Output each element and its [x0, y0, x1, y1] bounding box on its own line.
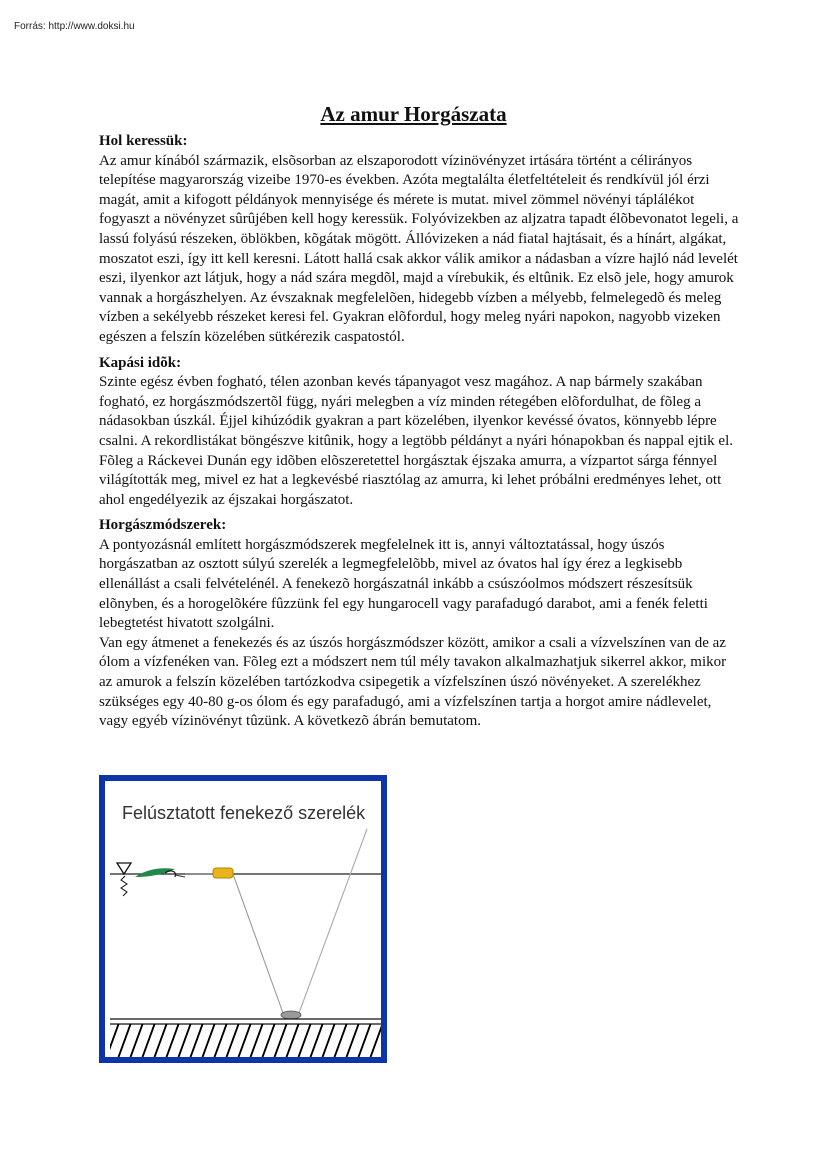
- section-heading: Hol keressük:: [99, 133, 188, 149]
- diagram-caption: Felúsztatott fenekező szerelék: [122, 803, 366, 823]
- section-kapasi-idok: [99, 354, 739, 511]
- page-title: Az amur Horgászata: [320, 102, 507, 126]
- section-paragraph: Szinte egész évben fogható, télen azonban kevés tápanyagot vesz magához. A nap bármely szakában fogható, ez horgászmódszertõl függ, nyári melegben a víz minden rétegében elõfordulhat, de fõleg a nádasokban úszkál. Éjjel kihúzódik gyakran a part közelében, ilyenkor kevéssé óvatos, könnyebb lépre csalni. A rekordlistákat böngészve kitûnik, hogy a legtöbb példányt a nyári hónapokban és nappal ejtik el. Fõleg a Ráckevei Dunán egy idõben elõszeretettel horgásztak éjszaka amurra, a vízpartot sárga fénnyel világították meg, mivel ez hat a legkevésbé riasztólag az amurra, ki lehet próbálni eredményes lehet, ott ahol engedélyezik az éjszakai horgászatot.: [99, 374, 734, 508]
- sinker-icon: [281, 1011, 301, 1019]
- section-paragraph: Az amur kínából származik, elsõsorban az elszaporodott vízinövényzet irtására történt a célirányos telepítése magyarország vizeibe 1970-es években. Azóta megtalálta életfeltételeit és rendkívül jól érzi magát, amit a kifogott példányok mennyisége és mérete is mutat. mivel zömmel növényi táplálékot fogyaszt a növényzet sûrûjében kell hogy keressük. Folyóvizekben az aljzatra tapadt élõbevonatot legeli, a lassú folyású részeken, öblökben, kõgátak mögött. Állóvizeken a nád fiatal hajtásait, és a hínárt, algákat, moszatot eszi, így itt kell keresni. Látott hallá csak akkor válik amikor a nádasban a vízre hajló nád levelét eszi, ilyenkor azt látjuk, hogy a nád szára megdõl, majd a vírebukik, és eltûnik. Ez elsõ jele, hogy amurok vannak a horgászhelyen. Az évszaknak megfelelõen, hidegebb vízben a mélyebb, felmelegedõ és meleg vízben a sekélyebb részeket keresi fel. Gyakran elõfordul, hogy meleg nyári napokon, nagyobb vizeken egészen a felszín közelében sütkérezik caspatostól.: [99, 152, 739, 345]
- section-horgaszmodszerek: [99, 516, 739, 732]
- cork-float-icon: [213, 868, 233, 878]
- section-paragraph: A pontyozásnál említett horgászmódszerek megfelelnek itt is, annyi változtatással, hogy úszós horgászatban az osztott súlyú szerelék a legmegfelelõbb, mivel az óvatos hal így érez a legkisebb ellenállást a csali felvételénél. A fenekezõ horgászatnál inkább a csúszóolmos módszert részesítsük elõnyben, és a horogelõkére fûzzünk fel egy hungarocell vagy parafadugó darabot, ami a fenék feletti lebegtetést hivatott szolgálni.: [99, 536, 708, 632]
- article-body: [99, 132, 739, 738]
- rig-illustration: [105, 781, 381, 1057]
- section-paragraph: Van egy átmenet a fenekezés és az úszós horgászmódszer között, amikor a csali a vízvelszínen van de az ólom a vízfenéken van. Fõleg ezt a módszert nem túl mély tavakon alkalmazhatjuk sikerrel akkor, mikor az amurok a felszín közelében tartózkodva csipegetik a vízfelszínen úszó növényeket. A szerelékhez szükséges egy 40-80 g-os ólom és egy parafadugó, ami a vízfelszínen tartja a horgot amire nádlevelet, vagy egyéb vízinövényt tûzünk. A következõ ábrán bemutatom.: [99, 634, 727, 730]
- section-hol-keressuk: [99, 132, 739, 348]
- section-heading: Kapási idõk:: [99, 354, 182, 371]
- rig-diagram: [99, 775, 387, 1063]
- section-heading: Horgászmódszerek:: [99, 517, 227, 534]
- lake-bottom-hatch: [110, 1024, 381, 1057]
- source-note: Forrás: http://www.doksi.hu: [14, 21, 135, 32]
